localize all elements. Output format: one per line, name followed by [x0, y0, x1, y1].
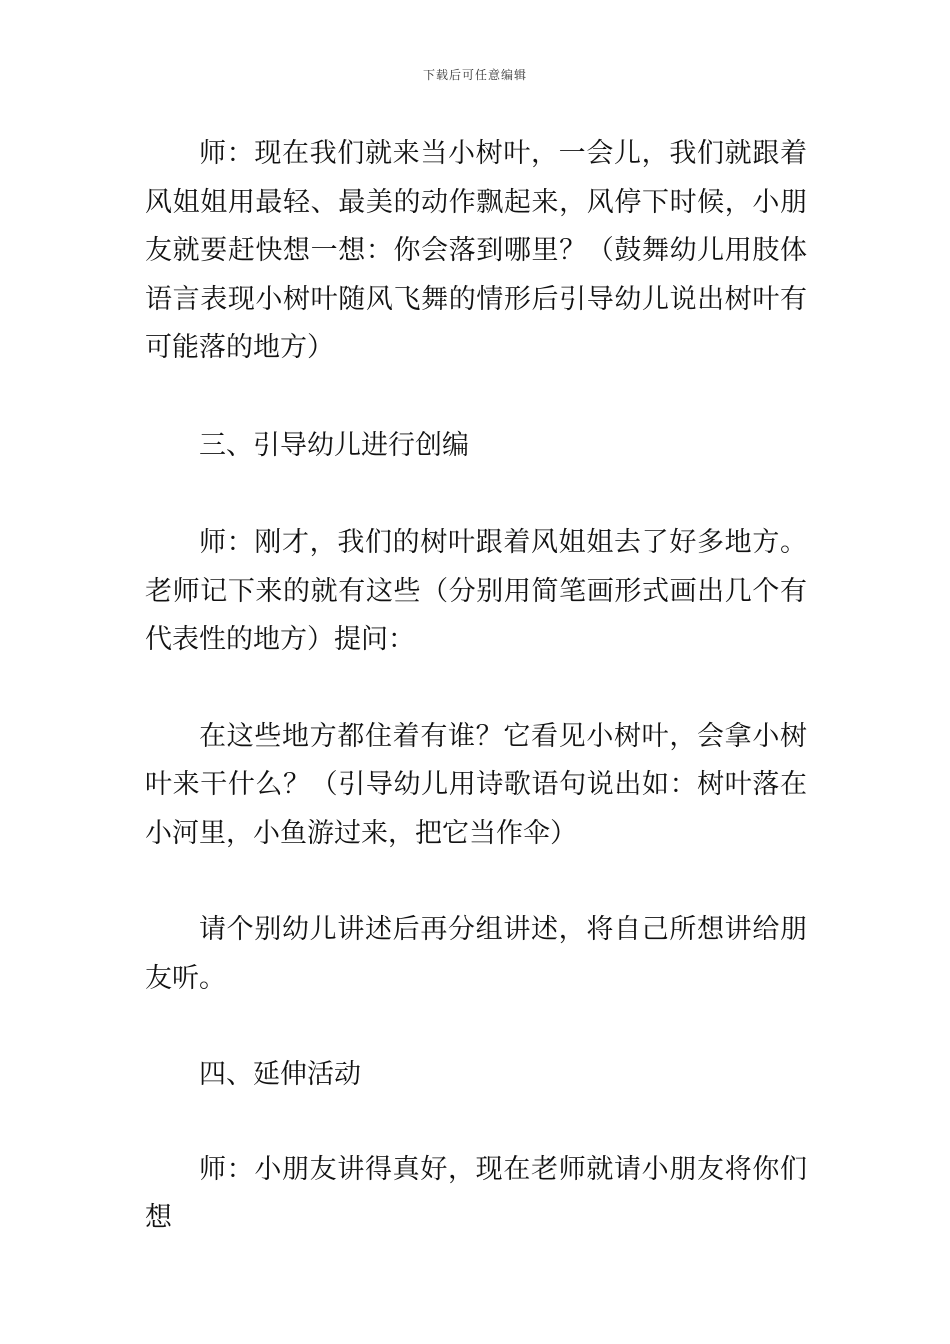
paragraph-leaf-falling: 师：现在我们就来当小树叶，一会儿，我们就跟着风姐姐用最轻、最美的动作飘起来，风停下时候，小朋友就要赶快想一想：你会落到哪里？（鼓舞幼儿用肢体语言表现小树叶随风飞舞的情形后引导幼儿说出树叶有可能落的地方） — [145, 138, 807, 363]
paragraph-gap — [145, 470, 807, 519]
paragraph-closing: 师：小朋友讲得真好，现在老师就请小朋友将你们想 — [145, 1153, 807, 1233]
section-heading-extension: 四、延伸活动 — [199, 1059, 361, 1090]
paragraph-gap — [145, 373, 807, 422]
paragraph-gap — [145, 1100, 807, 1146]
paragraph-gap — [145, 858, 807, 906]
document-body — [145, 130, 807, 1243]
paragraph-questions: 在这些地方都住着有谁？它看见小树叶，会拿小树叶来干什么？（引导幼儿用诗歌语句说出如：树叶落在小河里，小鱼游过来，把它当作伞） — [145, 720, 807, 849]
section-heading-create: 三、引导幼儿进行创编 — [199, 429, 469, 461]
page-header: 下载后可任意编辑 — [422, 68, 527, 82]
paragraph-gap — [145, 1003, 807, 1051]
paragraph-group-telling: 请个别幼儿讲述后再分组讲述，将自己所想讲给朋友听。 — [145, 914, 807, 994]
paragraph-teacher-notes: 师：刚才，我们的树叶跟着风姐姐去了好多地方。老师记下来的就有这些（分别用简笔画形式画出几个有代表性的地方）提问： — [145, 527, 807, 655]
paragraph-gap — [145, 665, 807, 713]
